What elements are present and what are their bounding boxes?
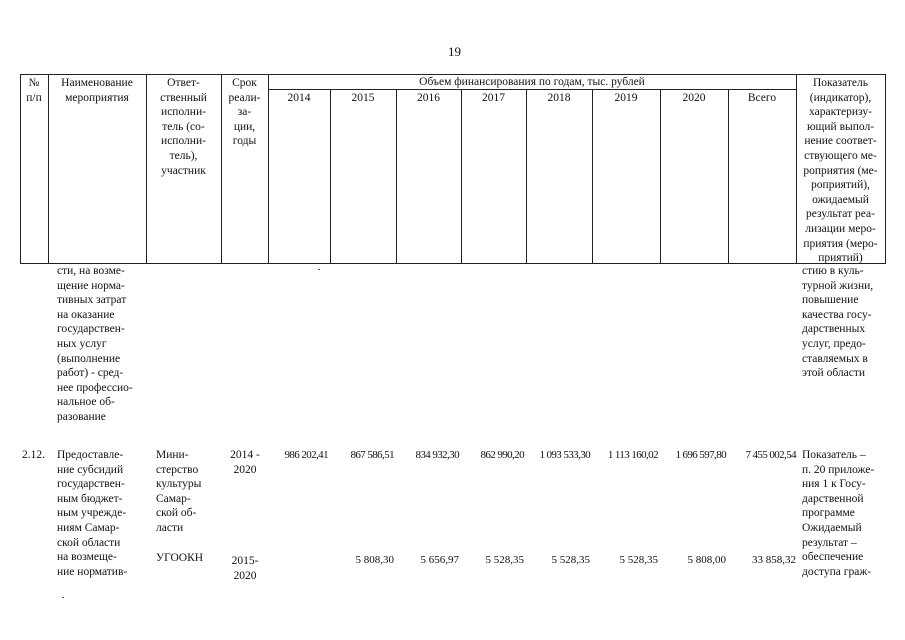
value-2015-ministry: 867 586,51 — [350, 449, 394, 461]
value-total-ministry: 7 455 002,54 — [745, 449, 796, 461]
scan-speck — [318, 269, 320, 270]
value-2020-ugookn: 5 808,00 — [687, 554, 726, 566]
header-financing-title: Объем финансирования по годам, тыс. рублей — [419, 76, 645, 88]
value-2018-ugookn: 5 528,35 — [551, 554, 590, 566]
header-year-2016: 2016 — [417, 92, 440, 104]
responsible-ugookn: УГООКН — [156, 552, 204, 564]
term-ministry: 2014 - 2020 — [230, 449, 260, 476]
value-2016-ministry: 834 932,30 — [415, 449, 459, 461]
value-2015-ugookn: 5 808,30 — [355, 554, 394, 566]
header-bottom-border — [20, 263, 886, 264]
value-2019-ugookn: 5 528,35 — [619, 554, 658, 566]
value-2016-ugookn: 5 656,97 — [420, 554, 459, 566]
value-2020-ministry: 1 696 597,80 — [675, 449, 726, 461]
header-responsible: Ответ- ственный исполни- тель (со- исполни- тель), участник — [160, 77, 207, 177]
value-2018-ministry: 1 093 533,30 — [539, 449, 590, 461]
value-2019-ministry: 1 113 160,02 — [607, 449, 658, 461]
header-number: № п/п — [26, 77, 42, 104]
continuation-indicator: стию в куль- турной жизни, повышение качества госу- дарственных услуг, предо- ставляемых в этой области — [802, 265, 874, 380]
scan-speck — [62, 597, 64, 598]
header-year-2014: 2014 — [287, 92, 311, 104]
responsible-ministry: Мини- стерство культуры Самар- ской об- ласти — [156, 449, 202, 534]
header-total: Всего — [747, 92, 777, 104]
header-year-2015: 2015 — [351, 92, 375, 104]
header-year-2017: 2017 — [482, 92, 505, 104]
page-number: 19 — [448, 44, 461, 59]
term-ugookn: 2015- 2020 — [231, 555, 259, 582]
row-indicator: Показатель – п. 20 приложе- ния 1 к Госу- дарственной программе Ожидаемый результат – обеспечение доступа граж- — [802, 449, 875, 578]
value-2017-ministry: 862 990,20 — [480, 449, 524, 461]
header-indicator: Показатель (индикатор), характеризу- ющий выпол- нение соответ- ствующего ме- роприятия (ме- роприятий), ожидаемый результат реа- лизации меро- приятия (меро- приятий) — [803, 77, 878, 265]
value-total-ugookn: 33 858,32 — [752, 554, 796, 566]
header-term: Срок реали- за- ции, годы — [228, 77, 261, 148]
value-2017-ugookn: 5 528,35 — [485, 554, 524, 566]
row-number: 2.12. — [22, 449, 45, 461]
header-year-2018: 2018 — [547, 92, 571, 104]
header-year-2020: 2020 — [682, 92, 706, 104]
row-activity-name: Предоставле- ние субсидий государствен- ным бюджет- ным учрежде- ниям Самар- ской области на возмеще- ние норматив- — [57, 449, 128, 578]
value-2014-ministry: 986 202,41 — [284, 449, 328, 461]
continuation-activity-name: сти, на возме- щение норма- тивных затрат на оказание государствен- ных услуг (выполнение работ) - сред- нее профессио- нальное об- разование — [57, 265, 133, 423]
header-activity-name: Наименование мероприятия — [61, 77, 133, 104]
header-year-2019: 2019 — [614, 92, 638, 104]
